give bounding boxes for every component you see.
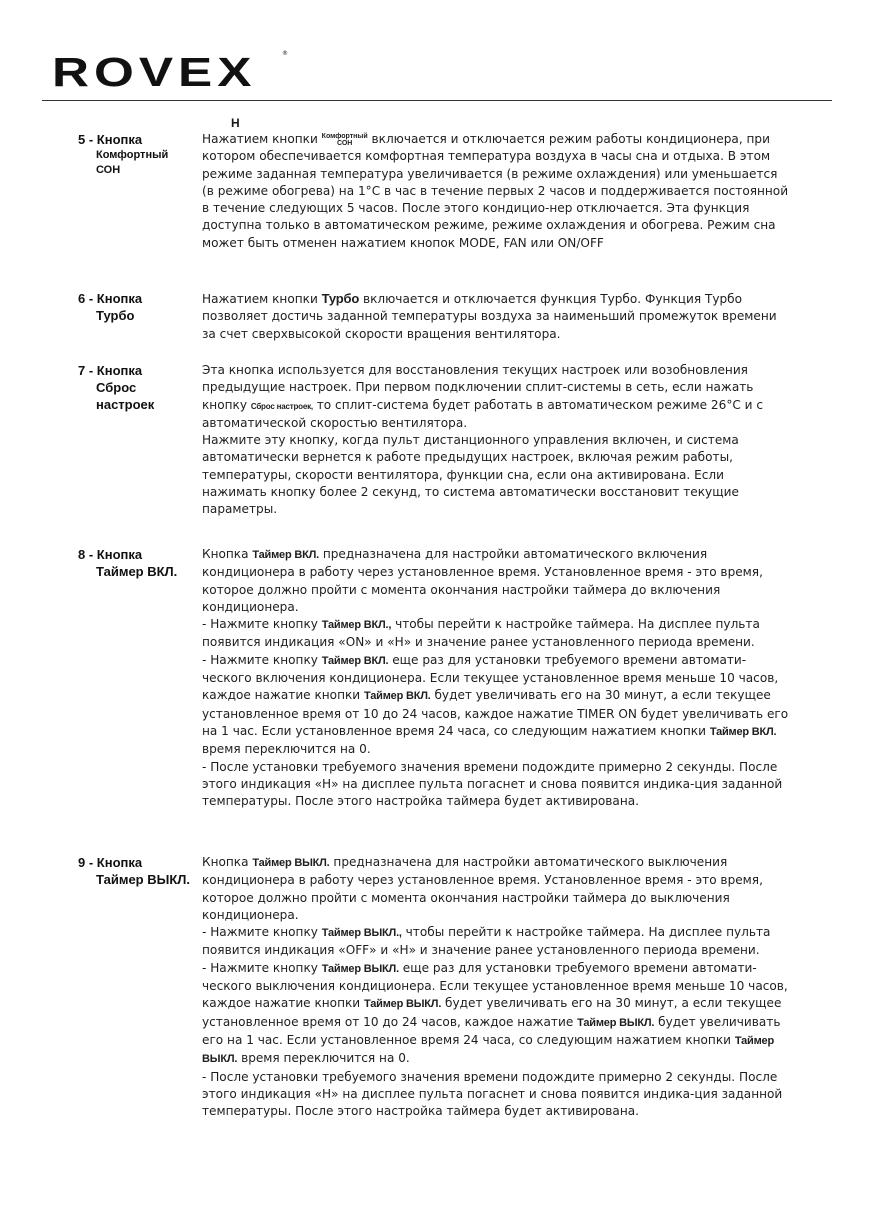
brand-logo: ROVEX bbox=[52, 49, 257, 95]
keyword: Турбо bbox=[321, 291, 360, 306]
section-body bbox=[202, 131, 790, 252]
paragraph bbox=[202, 131, 790, 252]
text-run: чтобы перейти к настройке таймера. На дисплее пульта появится индикация «ON» и «H» и значение ранее установленного периода времени. bbox=[202, 617, 760, 650]
section-name: Комфортный bbox=[96, 149, 169, 161]
keyword: Таймер ВЫКЛ. bbox=[577, 1016, 655, 1029]
paragraph bbox=[202, 546, 790, 616]
keyword: Таймер ВКЛ. bbox=[364, 690, 431, 703]
section-number: 8 - Кнопка bbox=[78, 547, 143, 562]
comfort-sleep-button-glyph bbox=[322, 133, 368, 147]
text-run: время переключится на 0. bbox=[202, 742, 371, 757]
text-run: - Нажмите кнопку bbox=[202, 960, 318, 975]
h-marker: Н bbox=[231, 116, 240, 130]
paragraph bbox=[202, 960, 790, 1069]
section-label bbox=[78, 290, 142, 324]
text-run: Кнопка bbox=[202, 855, 249, 869]
section-number: 5 - Кнопка bbox=[78, 132, 143, 147]
paragraph bbox=[202, 854, 790, 924]
section-name: Таймер ВЫКЛ. bbox=[96, 872, 191, 887]
section-label bbox=[78, 854, 190, 888]
section-body bbox=[202, 290, 790, 343]
text-run: Нажатием кнопки bbox=[202, 132, 318, 146]
text-run: время переключится на 0. bbox=[241, 1051, 410, 1066]
section-name-2: СОН bbox=[96, 164, 121, 176]
paragraph bbox=[202, 652, 790, 759]
text-run: еще раз для установки требуемого времени автомати-ческого выключения кондиционера. Если текущее установленное время меньше 10 часов, каждое нажатие кнопки bbox=[202, 960, 788, 1011]
keyword: Сброс настроек, bbox=[250, 401, 313, 411]
keyword: Таймер ВКЛ. bbox=[709, 725, 777, 738]
text-run: - Нажмите кнопку bbox=[202, 617, 318, 632]
text-run: - Нажмите кнопку bbox=[202, 925, 318, 940]
paragraph bbox=[202, 362, 790, 432]
section-name-2: настроек bbox=[96, 397, 155, 412]
section-name: Таймер ВКЛ. bbox=[96, 564, 178, 579]
keyword: Таймер ВЫКЛ. bbox=[364, 998, 442, 1011]
section-label bbox=[78, 362, 154, 413]
text-run: еще раз для установки требуемого времени автомати-ческого включения кондиционера. Если текущее установленное время меньше 10 часов, каждое нажатие кнопки bbox=[202, 652, 779, 703]
text-run: предназначена для настройки автоматического включения кондиционера в работу через установленное время. Установленное время - это время, которое должно пройти с момента окончания настройки таймера до включения кондиционера. bbox=[202, 547, 763, 614]
header-divider bbox=[42, 100, 832, 101]
paragraph: Нажмите эту кнопку, когда пульт дистанционного управления включен, и система автоматически вернется к работе предыдущих настроек, включая режим работы, температуры, скорости вентилятора, функции сна, если она активирована. Если нажимать кнопку более 2 секунд, то система автоматически восстановит текущие параметры. bbox=[202, 433, 739, 517]
text-run: предназначена для настройки автоматического выключения кондиционера в работу через установленное время. Установленное время - это время, которое должно пройти с момента окончания настройки таймера до выключения кондиционера. bbox=[202, 855, 763, 922]
text-run: - Нажмите кнопку bbox=[202, 652, 318, 667]
paragraph bbox=[202, 290, 790, 343]
section-body bbox=[202, 854, 790, 1120]
section-body bbox=[202, 546, 790, 810]
text-run: включается и отключается функция Турбо. Функция Турбо позволяет достичь заданной температуры воздуха за наименьший промежуток времени за счет сверхвысокой скорости вращения вентилятора. bbox=[202, 292, 777, 341]
text-run: будет увеличивать его на 1 час. Если установленное время 24 часа, со следующим нажатием кнопки bbox=[202, 1014, 781, 1047]
paragraph bbox=[202, 616, 790, 652]
keyword: Таймер ВЫКЛ. bbox=[252, 857, 330, 869]
text-run: Эта кнопка используется для восстановления текущих настроек или возобновления предыдущие настроек. При первом подключении сплит-системы в сеть, если нажать кнопку bbox=[202, 363, 754, 412]
text-run: включается и отключается режим работы кондиционера, при котором обеспечивается комфортная температура воздуха в часы сна и отдыха. В этом режиме заданная температура увеличивается (в режиме охлаждения) или уменьшается (в режиме обогрева) на 1°С в час в течение первых 2 часов и поддерживается постоянной в течение следующих 5 часов. После этого кондицио-нер отключается. Эта функция доступна только в автоматическом режиме, режиме охлаждения и обогрева. Режим сна может быть отменен нажатием кнопок MODE, FAN или ON/OFF bbox=[202, 132, 789, 250]
text-run: чтобы перейти к настройке таймера. На дисплее пульта появится индикация «OFF» и «H» и значение ранее установленного периода времени. bbox=[202, 925, 771, 958]
text-run: Кнопка bbox=[202, 547, 249, 561]
section-name: Турбо bbox=[96, 308, 135, 323]
section-number: 9 - Кнопка bbox=[78, 855, 143, 870]
keyword: Таймер ВЫКЛ. bbox=[321, 962, 399, 975]
section-number: 6 - Кнопка bbox=[78, 291, 143, 306]
keyword: Таймер ВКЛ., bbox=[321, 619, 392, 632]
registered-mark: ® bbox=[282, 50, 288, 57]
paragraph: - После установки требуемого значения времени подождите примерно 2 секунды. После этого индикация «H» на дисплее пульта погаснет и снова появится индика-ция заданной температуры. После этого настройка таймера будет активирована. bbox=[202, 759, 783, 809]
section-name: Сброс bbox=[96, 380, 137, 395]
section-label bbox=[78, 131, 168, 178]
paragraph: - После установки требуемого значения времени подождите примерно 2 секунды. После этого индикация «H» на дисплее пульта погаснет и снова появится индика-ция заданной температуры. После этого настройка таймера будет активирована. bbox=[202, 1069, 783, 1119]
keyword: Таймер ВЫКЛ., bbox=[321, 927, 402, 940]
paragraph bbox=[202, 924, 790, 960]
text-run: Нажатием кнопки bbox=[202, 292, 318, 306]
keyword: Таймер ВЫКЛ. bbox=[202, 1034, 774, 1066]
glyph-line: СОН bbox=[336, 140, 353, 147]
text-run: будет увеличивать его на 30 минут, а если текущее установленное время от 10 до 24 часов, каждое нажатие bbox=[202, 996, 782, 1029]
section-number: 7 - Кнопка bbox=[78, 363, 143, 378]
glyph-line: Комфортный bbox=[321, 133, 368, 140]
section-body bbox=[202, 362, 790, 519]
keyword: Таймер ВКЛ. bbox=[252, 549, 319, 561]
keyword: Таймер ВКЛ. bbox=[321, 654, 389, 667]
text-run: будет увеличивать его на 30 минут, а если текущее установленное время от 10 до 24 часов, каждое нажатие TIMER ON будет увеличивать его на 1 час. Если установленное время 24 часа, со следующим нажатием кнопки bbox=[202, 688, 789, 738]
text-run: то сплит-система будет работать в автоматическом режиме 26°С и с автоматической скоростью вентилятора. bbox=[202, 397, 764, 430]
section-label bbox=[78, 546, 177, 580]
